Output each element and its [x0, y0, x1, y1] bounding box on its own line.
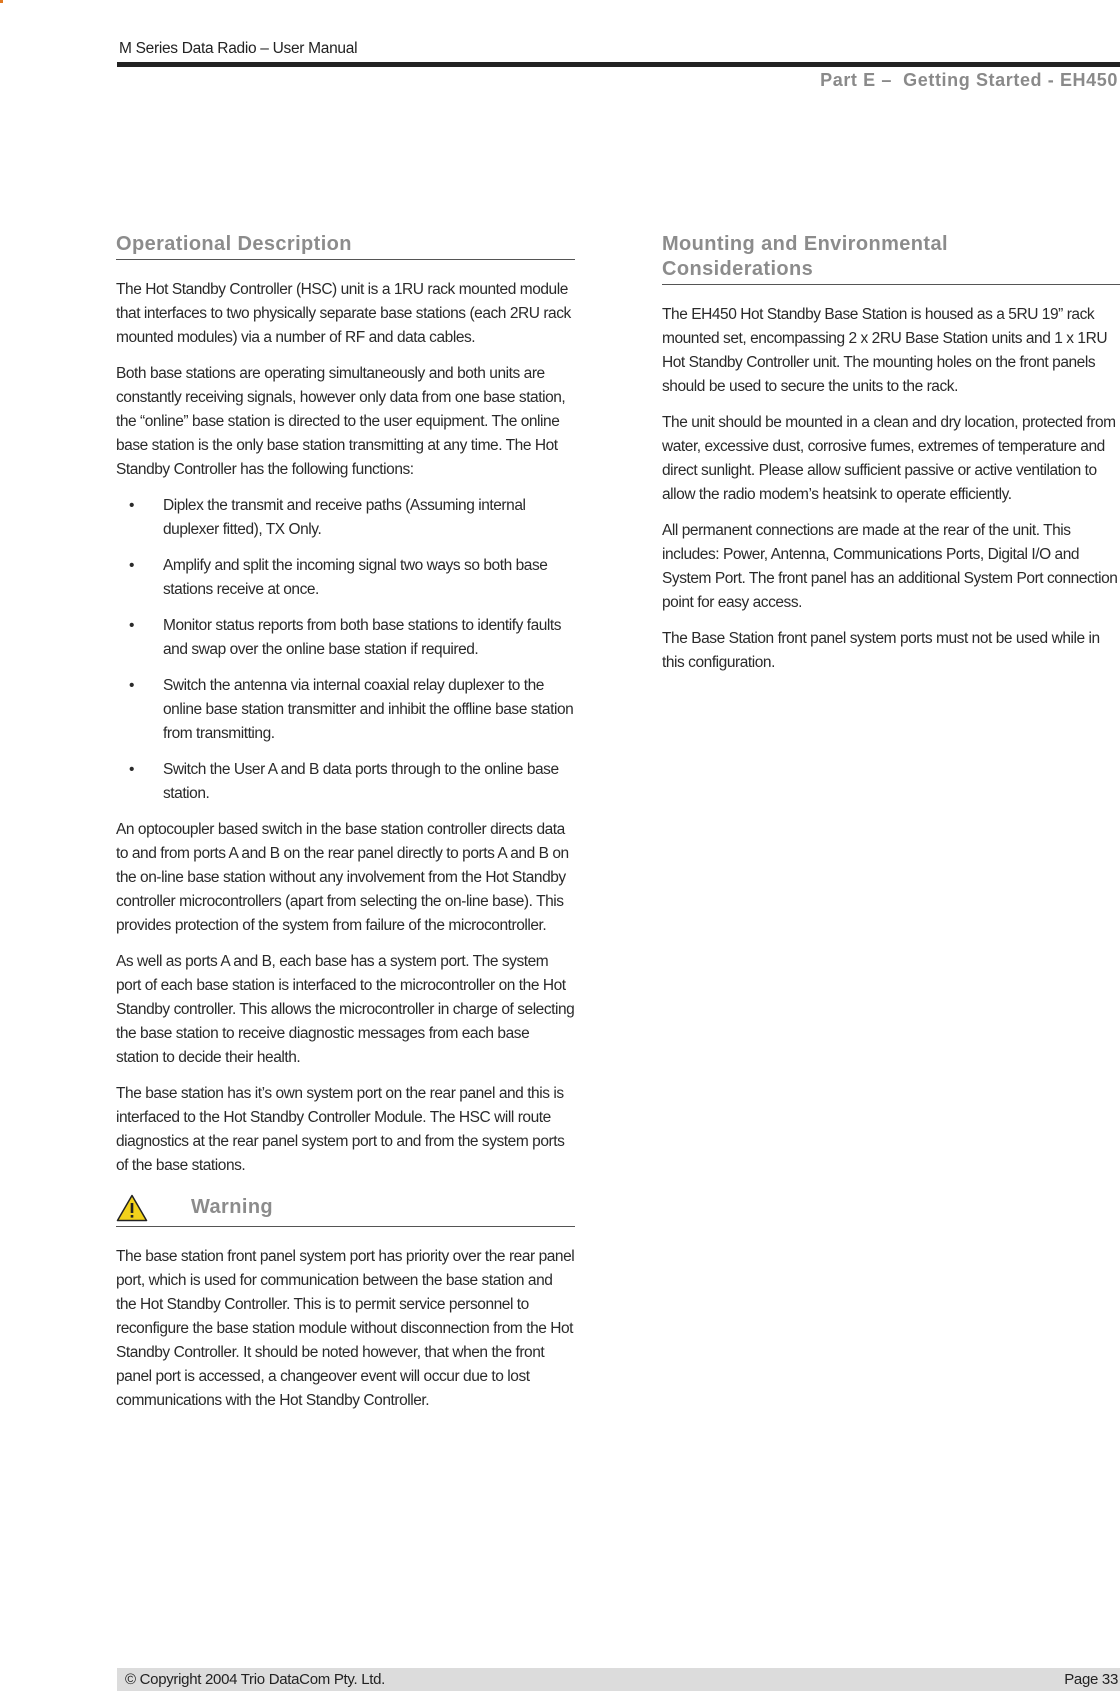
bullet-icon: • — [129, 761, 134, 778]
mounting-heading — [662, 232, 1120, 285]
mounting-heading-line1: Mounting and Environmental — [662, 233, 948, 255]
list-item-text: Switch the User A and B data ports through to the online base station. — [163, 761, 559, 802]
paragraph: Both base stations are operating simultaneously and both units are constantly receiving signals, however only data from one base station, the “online” base station is directed to the user equipment. The online base station is the only base station transmitting at any time. The Hot Standby Controller has the following functions: — [116, 365, 566, 478]
operational-description-heading: Operational Description — [116, 232, 575, 260]
list-item — [116, 674, 575, 746]
warning-label: Warning — [191, 1196, 274, 1218]
document-title: M Series Data Radio – User Manual — [119, 40, 358, 57]
header-rule — [117, 62, 1120, 67]
list-item — [116, 758, 575, 806]
warning-heading — [116, 1192, 575, 1227]
page-number: Page 33 — [1064, 1671, 1118, 1688]
right-column — [662, 232, 1120, 687]
paragraph: As well as ports A and B, each base has a system port. The system port of each base station is interfaced to the microcontroller on the Hot Standby controller. This allows the microcontroller in charge of selecting the base station to receive diagnostic messages from each base station to decide their health. — [116, 953, 575, 1066]
bullet-icon: • — [129, 617, 134, 634]
warning-text: The base station front panel system port has priority over the rear panel port, which is used for communication between the base station and the Hot Standby Controller. This is to permit service personnel to reconfigure the base station module without disconnection from the Hot Standby Controller. It should be noted however, that when the front panel port is accessed, a changeover event will occur due to lost communications with the Hot Standby Controller. — [116, 1248, 575, 1409]
list-item — [116, 494, 575, 542]
paragraph: The Base Station front panel system ports must not be used while in this configuration. — [662, 630, 1100, 671]
part-heading: Part E – Getting Started - EH450 — [820, 70, 1118, 90]
corner-mark — [0, 0, 3, 3]
functions-list — [116, 494, 575, 806]
list-item — [116, 554, 575, 602]
mounting-heading-line2: Considerations — [662, 258, 814, 280]
paragraph: The base station has it’s own system port on the rear panel and this is interfaced to the Hot Standby Controller Module. The HSC will route diagnostics at the rear panel system port to and from the system ports of the base stations. — [116, 1085, 565, 1174]
copyright-text: © Copyright 2004 Trio DataCom Pty. Ltd. — [125, 1671, 386, 1688]
list-item-text: Amplify and split the incoming signal two ways so both base stations receive at once. — [163, 557, 548, 598]
footer-bar — [117, 1668, 1120, 1691]
paragraph: The EH450 Hot Standby Base Station is housed as a 5RU 19” rack mounted set, encompassing 2 x 2RU Base Station units and 1 x 1RU Hot Standby Controller unit. The mounting holes on the front panels should be used to secure the units to the rack. — [662, 306, 1108, 395]
list-item — [116, 614, 575, 662]
bullet-icon: • — [129, 677, 134, 694]
list-item-text: Diplex the transmit and receive paths (Assuming internal duplexer fitted), TX Only. — [163, 497, 526, 538]
paragraph: All permanent connections are made at the rear of the unit. This includes: Power, Antenna, Communications Ports, Digital I/O and System Port. The front panel has an additional System Port connection point for easy access. — [662, 522, 1118, 611]
paragraph: The unit should be mounted in a clean and dry location, protected from water, excessive dust, corrosive fumes, extremes of temperature and direct sunlight. Please allow sufficient passive or active ventilation to allow the radio modem’s heatsink to operate efficiently. — [662, 414, 1116, 503]
left-column — [116, 232, 575, 1425]
paragraph: The Hot Standby Controller (HSC) unit is a 1RU rack mounted module that interfaces to two physically separate base stations (each 2RU rack mounted modules) via a number of RF and data cables. — [116, 281, 571, 346]
bullet-icon: • — [129, 497, 134, 514]
warning-triangle-icon — [116, 1194, 148, 1222]
list-item-text: Switch the antenna via internal coaxial relay duplexer to the online base station transmitter and inhibit the offline base station from transmitting. — [163, 677, 574, 742]
bullet-icon: • — [129, 557, 134, 574]
paragraph: An optocoupler based switch in the base station controller directs data to and from ports A and B on the rear panel directly to ports A and B on the on-line base station without any involvement from the Hot Standby controller microcontrollers (apart from selecting the on-line base). This provides protection of the system from failure of the microcontroller. — [116, 821, 569, 934]
list-item-text: Monitor status reports from both base stations to identify faults and swap over the online base station if required. — [163, 617, 562, 658]
